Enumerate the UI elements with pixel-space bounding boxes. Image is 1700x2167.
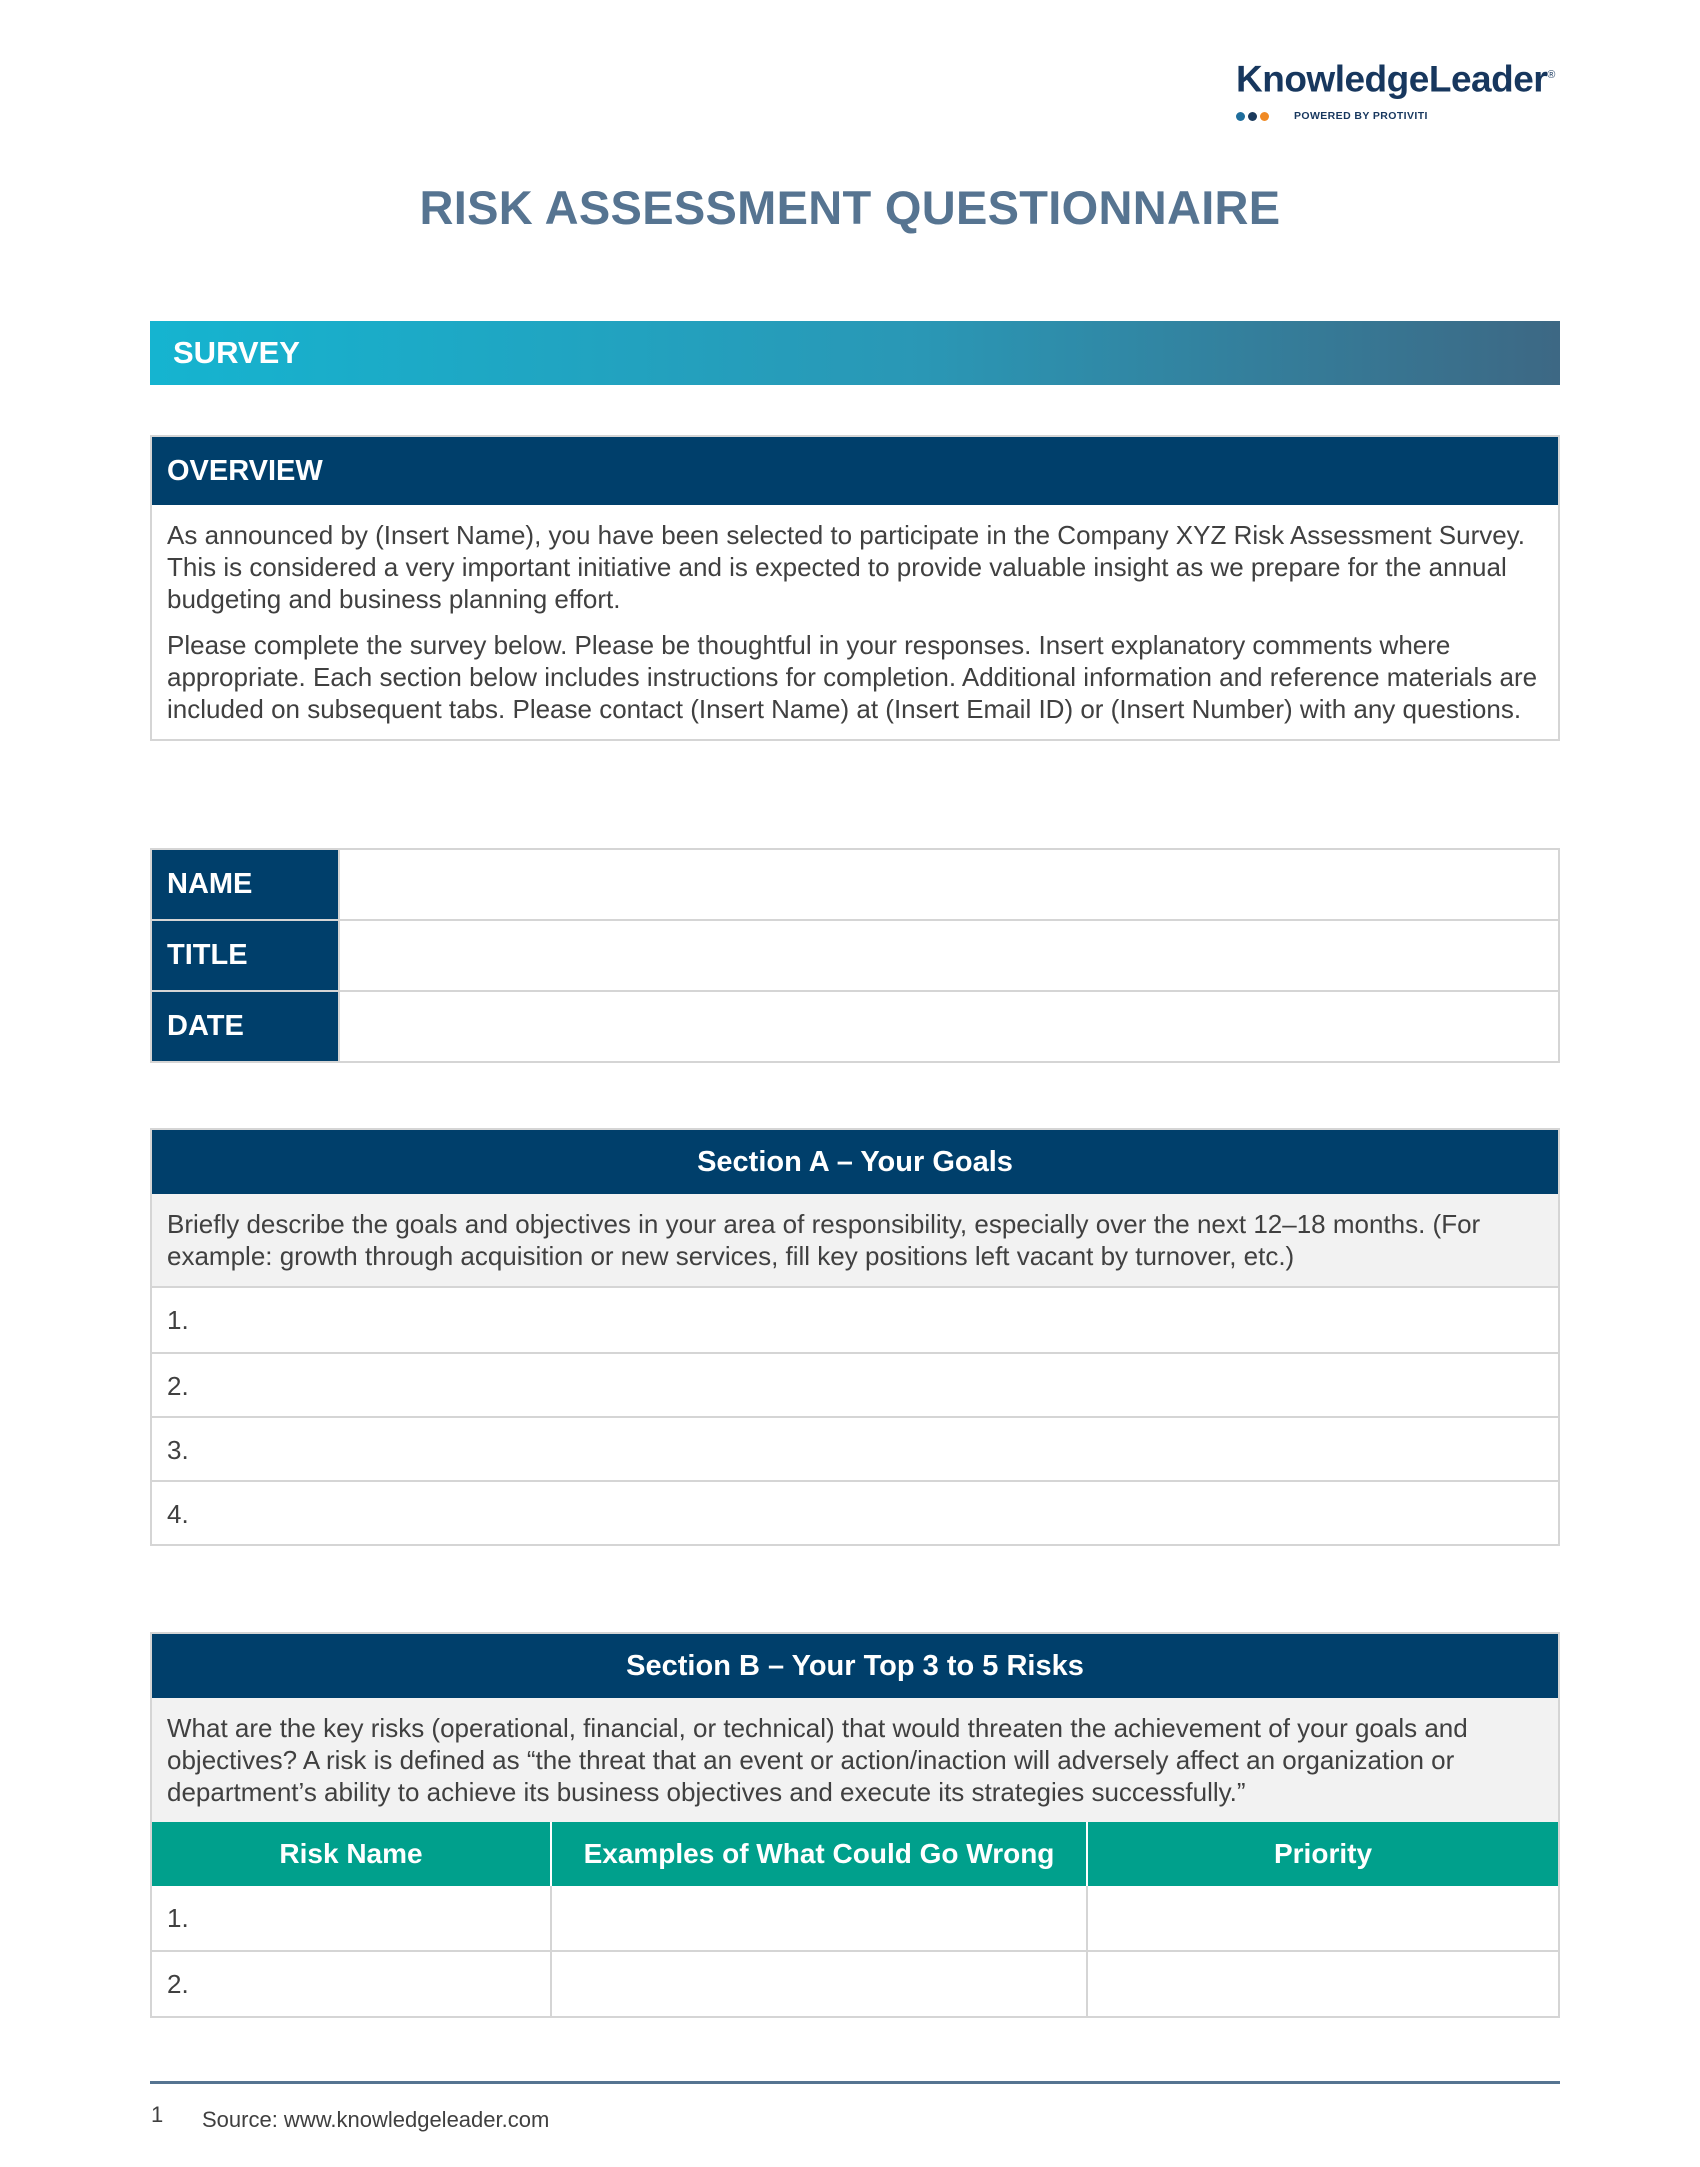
priority-cell[interactable] xyxy=(1088,1952,1558,2016)
respondent-info-table xyxy=(150,848,1560,1063)
brand-dot-icon xyxy=(1248,112,1257,121)
info-label: NAME xyxy=(152,850,340,919)
registered-mark: ® xyxy=(1547,69,1555,81)
column-header-examples: Examples of What Could Go Wrong xyxy=(552,1822,1088,1886)
brand-name: KnowledgeLeader® xyxy=(1236,58,1555,100)
info-row-name xyxy=(152,850,1558,919)
brand-logo xyxy=(1236,52,1566,122)
table-row xyxy=(152,1886,1558,1950)
survey-banner: SURVEY xyxy=(150,321,1560,385)
examples-cell[interactable] xyxy=(552,1886,1088,1950)
date-field[interactable] xyxy=(340,992,1558,1061)
section-b-instructions xyxy=(152,1698,1558,1822)
document-title: RISK ASSESSMENT QUESTIONNAIRE xyxy=(419,181,1281,234)
source-link[interactable]: Source: www.knowledgeleader.com xyxy=(202,2107,550,2132)
column-header-priority: Priority xyxy=(1273,1838,1373,1869)
goal-row[interactable]: 2. xyxy=(152,1352,1558,1416)
risk-name-cell[interactable]: 2. xyxy=(152,1952,552,2016)
risk-table-header xyxy=(152,1822,1558,1886)
section-b-table xyxy=(150,1632,1560,2018)
brand-tagline-row xyxy=(1236,110,1566,122)
instructions-text: What are the key risks (operational, financial, or technical) that would threaten the achievement of your goals and objectives? A risk is defined as “the threat that an event or action/inaction will adversely affect an organization or department’s ability to achieve its business objectives and execute its strategies successfully.” xyxy=(167,1713,1468,1807)
title-field[interactable] xyxy=(340,921,1558,990)
info-label: TITLE xyxy=(152,921,340,990)
section-b-heading: Section B – Your Top 3 to 5 Risks xyxy=(152,1634,1558,1698)
info-row-date xyxy=(152,990,1558,1061)
goal-row[interactable]: 4. xyxy=(152,1480,1558,1544)
name-field[interactable] xyxy=(340,850,1558,919)
brand-dot-icon xyxy=(1260,112,1269,121)
info-label: DATE xyxy=(152,992,340,1061)
priority-cell[interactable] xyxy=(1088,1886,1558,1950)
brand-dot-icon xyxy=(1236,112,1245,121)
goal-row[interactable]: 1. xyxy=(167,1305,189,1335)
section-a-heading: Section A – Your Goals xyxy=(152,1130,1558,1194)
goal-row[interactable]: 3. xyxy=(152,1416,1558,1480)
overview-body xyxy=(152,505,1558,739)
page-number: 1 xyxy=(151,2102,164,2127)
footer-divider xyxy=(150,2081,1560,2084)
section-a-table xyxy=(150,1128,1560,1546)
overview-heading: OVERVIEW xyxy=(152,437,1558,505)
overview-paragraph: Please complete the survey below. Please be thoughtful in your responses. Insert explanatory comments where appropriate. Each section below includes instructions for completion. Additional information and reference materials are included on subsequent tabs. Please contact (Insert Name) at (Insert Email ID) or (Insert Number) with any questions. xyxy=(167,630,1538,724)
examples-cell[interactable] xyxy=(552,1952,1088,2016)
brand-tagline: POWERED BY PROTIVITI xyxy=(1294,110,1428,123)
risk-name-cell[interactable]: 1. xyxy=(152,1886,552,1950)
info-row-title xyxy=(152,919,1558,990)
column-header-risk-name: Risk Name xyxy=(152,1822,552,1886)
overview-box xyxy=(150,435,1560,741)
table-row xyxy=(152,1950,1558,2016)
section-a-instructions xyxy=(152,1194,1558,1288)
instructions-text: Briefly describe the goals and objectives in your area of responsibility, especially over the next 12–18 months. (For example: growth through acquisition or new services, fill key positions left vacant by turnover, etc.) xyxy=(167,1209,1481,1271)
overview-paragraph: As announced by (Insert Name), you have been selected to participate in the Company XYZ Risk Assessment Survey. This is considered a very important initiative and is expected to provide valuable insight as we prepare for the annual budgeting and business planning effort. xyxy=(167,520,1525,614)
